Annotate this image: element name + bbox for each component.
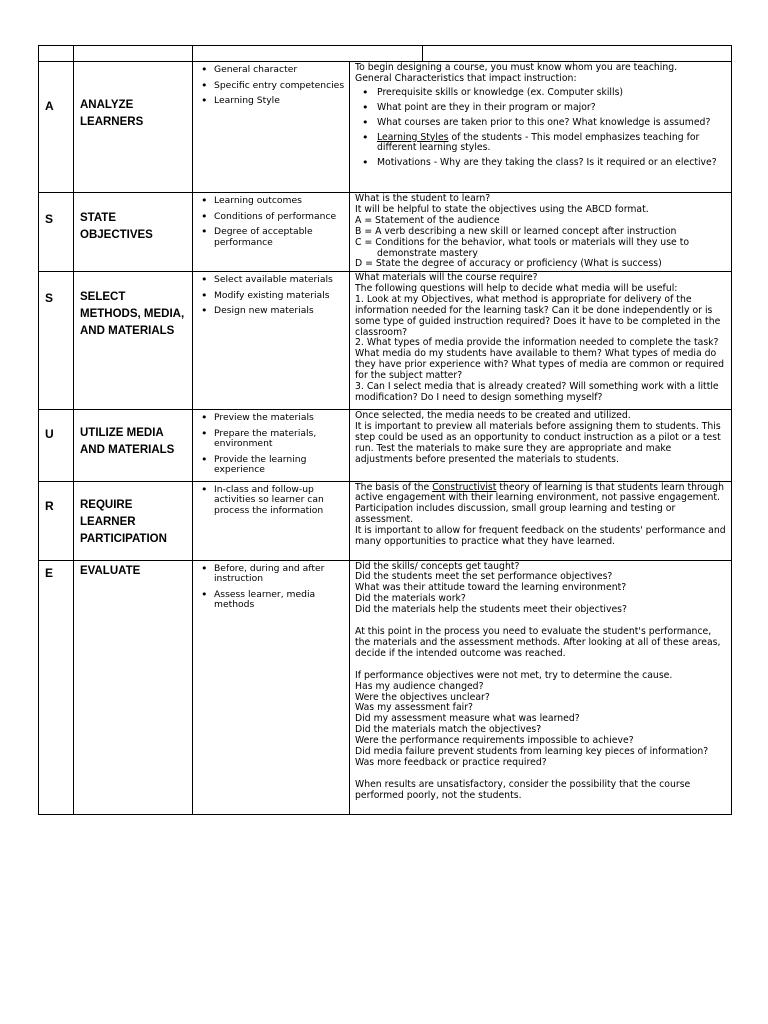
text-line: 2. What types of media provide the information needed to complete the task? What media do my students have available to them? What types of media do they have prior experience with? What types of media are common or required for the subject matter? bbox=[355, 337, 724, 382]
text-span: of the students - This model emphasizes teaching for different learning styles. bbox=[377, 131, 700, 154]
header-cell-3 bbox=[193, 46, 732, 62]
text-line: Did my assessment measure what was learned? bbox=[355, 713, 580, 725]
row-letter: R bbox=[39, 481, 74, 560]
list-item: • Learning Style bbox=[200, 96, 345, 107]
list-item: • In-class and follow-up activities so learner can process the information bbox=[200, 485, 345, 517]
key-points bbox=[193, 272, 350, 410]
text-line: Were the performance requirements impossible to achieve? bbox=[355, 735, 634, 747]
text-line: Did the materials help the students meet their objectives? bbox=[355, 604, 627, 616]
row-letter: E bbox=[39, 560, 74, 814]
text-line: To begin designing a course, you must know whom you are teaching. bbox=[355, 62, 678, 73]
list-item: • Modify existing materials bbox=[200, 291, 345, 302]
text-line: The following questions will help to decide what media will be useful: bbox=[355, 282, 678, 294]
text-line: Did the students meet the set performance objectives? bbox=[355, 571, 613, 583]
text-line: Once selected, the media needs to be created and utilized. bbox=[355, 410, 631, 421]
text-line: B = A verb describing a new skill or learned concept after instruction bbox=[355, 225, 677, 237]
text-line: D = State the degree of accuracy or proficiency (What is success) bbox=[355, 258, 662, 270]
text-line: Did the materials work? bbox=[355, 593, 466, 605]
text-line: Did the skills/ concepts get taught? bbox=[355, 560, 520, 572]
text-line: Did the materials match the objectives? bbox=[355, 724, 542, 736]
table-row bbox=[39, 481, 732, 560]
text-line: Were the objectives unclear? bbox=[355, 691, 490, 703]
step-title: SELECT METHODS, MEDIA, AND MATERIALS bbox=[74, 272, 193, 410]
learning-styles-link[interactable]: Learning Styles bbox=[377, 131, 449, 143]
list-item: • Prepare the materials, environment bbox=[200, 429, 345, 450]
text-line: Was more feedback or practice required? bbox=[355, 757, 547, 768]
text-line bbox=[355, 483, 727, 505]
step-title: STATE OBJECTIVES bbox=[74, 193, 193, 272]
list-item: • Before, during and after instruction bbox=[200, 564, 345, 585]
text-line: What materials will the course require? bbox=[355, 272, 538, 283]
list-item: • Assess learner, media methods bbox=[200, 590, 345, 611]
header-row bbox=[39, 46, 732, 62]
step-title: REQUIRE LEARNER PARTICIPATION bbox=[74, 481, 193, 560]
list-item: • Select available materials bbox=[200, 275, 345, 286]
step-title: ANALYZE LEARNERS bbox=[74, 62, 193, 193]
key-points bbox=[193, 481, 350, 560]
list-item: • What point are they in their program or major? bbox=[355, 103, 727, 114]
text-line: At this point in the process you need to evaluate the student's performance, the materials and the assessment methods. After looking at all of these areas, decide if the intended outcome was reached. bbox=[355, 626, 721, 659]
table-row bbox=[39, 272, 732, 410]
row-letter: U bbox=[39, 410, 74, 482]
text-line: When results are unsatisfactory, consider the possibility that the course performed poorly, not the students. bbox=[355, 778, 691, 801]
list-item: • Preview the materials bbox=[200, 413, 345, 424]
text-line: It is important to allow for frequent feedback on the students' performance and many opportunities to practice what they have learned. bbox=[355, 525, 726, 548]
text-line: What is the student to learn? bbox=[355, 193, 491, 204]
list-item: • Motivations - Why are they taking the class? Is it required or an elective? bbox=[355, 158, 727, 169]
constructivist-link[interactable]: Constructivist bbox=[432, 481, 497, 493]
text-line: What was their attitude toward the learning environment? bbox=[355, 582, 627, 594]
list-item: • Conditions of performance bbox=[200, 212, 345, 223]
list-item: • Prerequisite skills or knowledge (ex. Computer skills) bbox=[355, 88, 727, 99]
text-span: theory of learning is that students learn through active engagement with their learning environment, not passive engagement. bbox=[355, 481, 724, 504]
text-line: Was my assessment fair? bbox=[355, 702, 473, 714]
text-line: Participation includes discussion, small group learning and testing or assessment. bbox=[355, 503, 676, 526]
list-item: • What courses are taken prior to this one? What knowledge is assumed? bbox=[355, 118, 727, 129]
text-line: It will be helpful to state the objectives using the ABCD format. bbox=[355, 203, 649, 215]
table-row bbox=[39, 410, 732, 482]
description bbox=[350, 410, 732, 482]
list-item: • Specific entry competencies bbox=[200, 81, 345, 92]
text-line: 3. Can I select media that is already created? Will something work with a little modification? Do I need to design something myself? bbox=[355, 381, 719, 403]
step-title: UTILIZE MEDIA AND MATERIALS bbox=[74, 410, 193, 482]
list-item bbox=[355, 133, 727, 155]
list-item: • Degree of acceptable performance bbox=[200, 227, 345, 248]
row-letter: S bbox=[39, 272, 74, 410]
description bbox=[350, 560, 732, 814]
description bbox=[350, 481, 732, 560]
key-points bbox=[193, 62, 350, 193]
table-row bbox=[39, 193, 732, 272]
list-item: • General character bbox=[200, 65, 345, 76]
key-points bbox=[193, 193, 350, 272]
text-line: It is important to preview all materials before assigning them to students. This step could be used as an opportunity to conduct instruction as a pilot or a test run. Test the materials to make sure they are appropriate and make adjustments before presented the materials to students. bbox=[355, 420, 721, 465]
list-item: • Provide the learning experience bbox=[200, 455, 345, 476]
text-line: General Characteristics that impact instruction: bbox=[355, 72, 577, 84]
row-letter: S bbox=[39, 193, 74, 272]
table-row bbox=[39, 560, 732, 814]
header-cell-2 bbox=[74, 46, 193, 62]
row-letter: A bbox=[39, 62, 74, 193]
text-line: 1. Look at my Objectives, what method is appropriate for delivery of the information needed for the learning task? Can it be done independently or is some type of guided instruction required? Does it have to be completed in the classroom? bbox=[355, 293, 721, 338]
text-line: Has my audience changed? bbox=[355, 680, 484, 692]
table-row bbox=[39, 62, 732, 193]
step-title: EVALUATE bbox=[74, 560, 193, 814]
text-line: A = Statement of the audience bbox=[355, 214, 500, 226]
list-item: • Design new materials bbox=[200, 306, 345, 317]
list-item: • Learning outcomes bbox=[200, 196, 345, 207]
assure-model-table bbox=[38, 45, 732, 815]
description bbox=[350, 193, 732, 272]
text-line: Did media failure prevent students from learning key pieces of information? bbox=[355, 746, 709, 758]
text-span: The basis of the bbox=[355, 481, 433, 493]
key-points bbox=[193, 560, 350, 814]
key-points bbox=[193, 410, 350, 482]
description bbox=[350, 272, 732, 410]
text-line: If performance objectives were not met, try to determine the cause. bbox=[355, 669, 673, 681]
description bbox=[350, 62, 732, 193]
text-line: demonstrate mastery bbox=[377, 247, 478, 259]
header-cell-1 bbox=[39, 46, 74, 62]
text-line: C = Conditions for the behavior, what tools or materials will they use to bbox=[355, 236, 690, 248]
